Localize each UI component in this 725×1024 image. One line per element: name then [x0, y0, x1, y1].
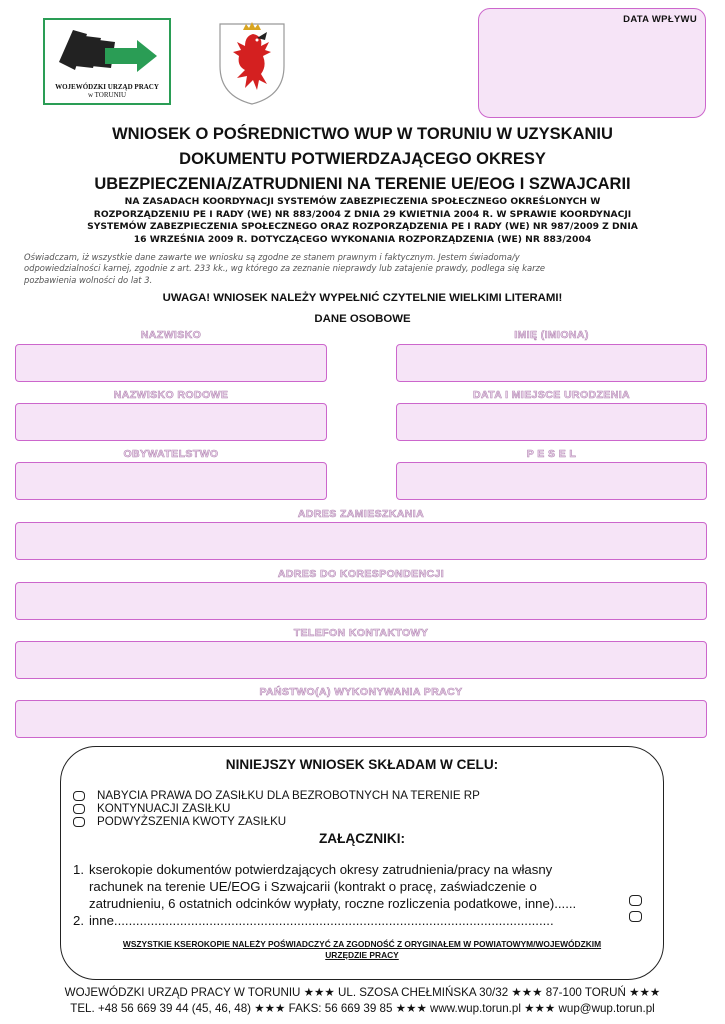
address-label: ADRES ZAMIESZKANIA [297, 508, 425, 520]
purpose-title: NINIEJSZY WNIOSEK SKŁADAM W CELU: [225, 757, 499, 772]
fill-warning: UWAGA! WNIOSEK NALEŻY WYPEŁNIĆ CZYTELNIE WIELKIMI LITERAMI! [162, 292, 563, 304]
correspondence-label: ADRES DO KORESPONDENCJI [277, 568, 445, 580]
purpose-option-label: PODWYŻSZENIA KWOTY ZASIŁKU [97, 815, 287, 828]
declaration-text [24, 252, 704, 286]
citizenship-label: OBYWATELSTWO [123, 448, 219, 460]
birth-field[interactable] [396, 403, 707, 441]
declaration-line1: Oświadczam, iż wszystkie dane zawarte we wniosku są zgodne ze stanem prawnym i faktycznym. Jestem świadoma/y [24, 252, 520, 262]
address-field[interactable] [15, 522, 707, 560]
phone-label: TELEFON KONTAKTOWY [293, 627, 429, 639]
attachments-title: ZAŁĄCZNIKI: [318, 831, 406, 846]
citizenship-field[interactable] [15, 462, 327, 500]
attachment-item-1 [73, 861, 645, 912]
attachment1-checkbox[interactable] [629, 895, 642, 906]
attachment2-checkbox[interactable] [629, 911, 642, 922]
legal-basis-line2: ROZPORZĄDZENIU PE I RADY (WE) NR 883/2004 Z DNIA 29 KWIETNIA 2004 R. W SPRAWIE KOORDYNACJI [93, 208, 632, 220]
surname-label: NAZWISKO [140, 329, 202, 341]
certification-note [81, 939, 643, 961]
griffin-crest-icon [217, 18, 287, 106]
legal-basis-line1: NA ZASADACH KOORDYNACJI SYSTEMÓW ZABEZPIECZENIA SPOŁECZNEGO OKREŚLONYCH W [124, 196, 601, 207]
footer-contact [20, 985, 705, 1016]
attachment1-line3: zatrudnieniu, 6 ostatnich odcinków wypłaty, roczne rozliczenia podatkowe, inne)...... [89, 896, 577, 911]
legal-basis [30, 196, 695, 246]
purpose-option [73, 815, 286, 828]
certification-note-line2: URZĘDZIE PRACY [325, 950, 399, 960]
legal-basis-line4: 16 WRZEŚNIA 2009 R. DOTYCZĄCEGO WYKONANIA ROZPORZĄDZENIA (WE) NR 883/2004 [133, 233, 592, 245]
purpose-option-label: KONTYNUACJI ZASIŁKU [97, 802, 231, 815]
form-title [30, 122, 695, 197]
purpose-option [73, 789, 480, 802]
surname-field[interactable] [15, 344, 327, 382]
declaration-line2: odpowiedzialności karnej, zgodnie z art. 233 kk., wg którego za zeznanie nieprawdy lub zatajenie prawdy, podlega się karze [24, 263, 546, 274]
footer-address: WOJEWÓDZKI URZĄD PRACY W TORUNIU ★★★ UL. SZOSA CHEŁMIŃSKA 30/32 ★★★ 87-100 TORUŃ ★★★ [64, 986, 661, 999]
footer-phone-web: TEL. +48 56 669 39 44 (45, 46, 48) ★★★ FAKS: 56 669 39 85 ★★★ www.wup.torun.pl ★★★ wup@wup.torun.pl [70, 1001, 655, 1015]
purpose-checkbox-increase[interactable] [73, 817, 85, 827]
logo-caption-line1: WOJEWÓDZKI URZĄD PRACY [55, 83, 159, 91]
purpose-option-label: NABYCIA PRAWA DO ZASIŁKU DLA BEZROBOTNYCH NA TERENIE RP [97, 789, 480, 802]
first-names-field[interactable] [396, 344, 707, 382]
countries-label: PAŃSTWO(A) WYKONYWANIA PRACY [259, 686, 463, 698]
family-name-field[interactable] [15, 403, 327, 441]
attachment1-line1: kserokopie dokumentów potwierdzających okresy zatrudnienia/pracy na własny [89, 862, 553, 877]
legal-basis-line3: SYSTEMÓW ZABEZPIECZENIA SPOŁECZNEGO ORAZ ROZPORZĄDZENIA PE I RADY (WE) NR 987/2009 Z DNIA [87, 221, 638, 233]
form-title-line1: WNIOSEK O POŚREDNICTWO WUP W TORUNIU W UZYSKANIU [112, 125, 613, 143]
receipt-date-label: DATA WPŁYWU [623, 14, 697, 25]
receipt-date-box [478, 8, 706, 118]
correspondence-field[interactable] [15, 582, 707, 620]
attachment-number: 2. [73, 913, 84, 928]
form-title-line3: UBEZPIECZENIA/ZATRUDNIENI NA TERENIE UE/EOG I SZWAJCARII [94, 175, 631, 193]
attachment-number: 1. [73, 862, 84, 877]
logo-caption-line2: w TORUNIU [87, 91, 127, 99]
logo-caption [45, 83, 169, 99]
purpose-checkbox-benefit[interactable] [73, 791, 85, 801]
birth-label: DATA I MIEJSCE URODZENIA [473, 389, 630, 401]
form-title-line2: DOKUMENTU POTWIERDZAJĄCEGO OKRESY [179, 150, 546, 168]
coat-of-arms [217, 18, 287, 106]
attachment1-line2: rachunek na terenie UE/EOG i Szwajcarii (kontrakt o pracę, zaświadczenie o [89, 879, 537, 894]
countries-field[interactable] [15, 700, 707, 738]
pesel-field[interactable] [396, 462, 707, 500]
purpose-section [60, 746, 664, 980]
wup-logo-icon [45, 22, 169, 82]
phone-field[interactable] [15, 641, 707, 679]
declaration-line3: pozbawienia wolności do lat 3. [24, 274, 153, 285]
attachment-item-2 [73, 912, 645, 929]
attachment2-text: inne........................................................................................................................ [89, 913, 554, 928]
wup-logo [43, 18, 171, 105]
personal-data-heading: DANE OSOBOWE [314, 313, 411, 325]
certification-note-line1: WSZYSTKIE KSEROKOPIE NALEŻY POŚWIADCZYĆ ZA ZGODNOŚĆ Z ORYGINAŁEM W POWIATOWYM/WOJEWÓDZKIM [122, 939, 602, 949]
purpose-checkbox-continuation[interactable] [73, 804, 85, 814]
family-name-label: NAZWISKO RODOWE [113, 389, 229, 401]
pesel-label: P E S E L [526, 448, 577, 460]
first-names-label: IMIĘ (IMIONA) [514, 329, 589, 341]
purpose-option [73, 802, 230, 815]
